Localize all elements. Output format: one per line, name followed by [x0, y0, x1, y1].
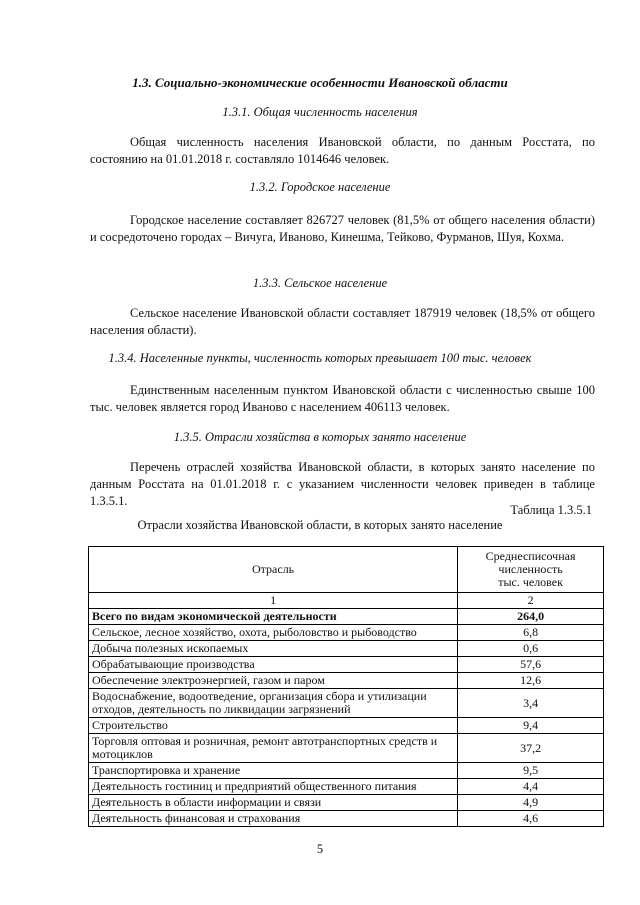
table-row	[89, 689, 604, 718]
industry-cell: Торговля оптовая и розничная, ремонт автотранспортных средств и мотоциклов	[89, 734, 458, 763]
value-cell: 4,6	[458, 811, 604, 827]
subsection-heading-1: 1.3.1. Общая численность населения	[222, 105, 418, 119]
column-header-industry: Отрасль	[89, 547, 458, 593]
industry-cell: Деятельность гостиниц и предприятий общественного питания	[89, 779, 458, 795]
column-header-headcount	[458, 547, 604, 593]
table-row	[89, 811, 604, 827]
industry-cell: Деятельность в области информации и связи	[89, 795, 458, 811]
industry-cell: Обрабатывающие производства	[89, 657, 458, 673]
table-row	[89, 641, 604, 657]
paragraph-2: Городское население составляет 826727 человек (81,5% от общего населения области) и сосредоточено городах – Вичуга, Иваново, Кинешма, Тейково, Фурманов, Шуя, Кохма.	[90, 213, 595, 244]
table-row	[89, 625, 604, 641]
table-header-row	[89, 547, 604, 593]
value-cell: 37,2	[458, 734, 604, 763]
table-row	[89, 609, 604, 625]
value-cell: 4,4	[458, 779, 604, 795]
industry-cell: Водоснабжение, водоотведение, организация сбора и утилизации отходов, деятельность по ликвидации загрязнений	[89, 689, 458, 718]
industries-table	[88, 546, 604, 827]
table-row	[89, 763, 604, 779]
value-cell: 57,6	[458, 657, 604, 673]
subsection-heading-5: 1.3.5. Отрасли хозяйства в которых занято население	[173, 430, 467, 444]
section-title: 1.3. Социально-экономические особенности Ивановской области	[132, 75, 508, 90]
industry-cell: Сельское, лесное хозяйство, охота, рыболовство и рыбоводство	[89, 625, 458, 641]
table-row	[89, 795, 604, 811]
paragraph-3: Сельское население Ивановской области составляет 187919 человек (18,5% от общего населения области).	[90, 306, 595, 337]
table-row	[89, 673, 604, 689]
industry-cell: Транспортировка и хранение	[89, 763, 458, 779]
column-number-row	[89, 593, 604, 609]
value-cell: 4,9	[458, 795, 604, 811]
industry-cell: Всего по видам экономической деятельности	[89, 609, 458, 625]
paragraph-1: Общая численность населения Ивановской области, по данным Росстата, по состоянию на 01.01.2018 г. составляло 1014646 человек.	[90, 135, 595, 166]
industry-cell: Строительство	[89, 718, 458, 734]
paragraph-4: Единственным населенным пунктом Ивановской области с численностью свыше 100 тыс. человек является город Иваново с населением 406113 человек.	[90, 383, 595, 414]
value-cell: 12,6	[458, 673, 604, 689]
subsection-heading-3: 1.3.3. Сельское население	[252, 276, 388, 290]
subsection-heading-2: 1.3.2. Городское население	[249, 180, 391, 194]
table-row	[89, 779, 604, 795]
subsection-heading-4: 1.3.4. Населенные пункты, численность которых превышает 100 тыс. человек	[108, 351, 532, 365]
paragraph-5: Перечень отраслей хозяйства Ивановской области, в которых занято население по данным Росстата на 01.01.2018 г. с указанием численности человек приведен в таблице 1.3.5.1.	[90, 460, 595, 508]
value-cell: 9,5	[458, 763, 604, 779]
value-cell: 264,0	[458, 609, 604, 625]
column-header-line: Среднесписочная	[485, 549, 576, 563]
value-cell: 9,4	[458, 718, 604, 734]
column-number: 2	[458, 593, 604, 609]
column-number: 1	[89, 593, 458, 609]
table-label: Таблица 1.3.5.1	[510, 503, 592, 517]
value-cell: 6,8	[458, 625, 604, 641]
value-cell: 0,6	[458, 641, 604, 657]
page-number: 5	[316, 842, 324, 856]
industry-cell: Деятельность финансовая и страхования	[89, 811, 458, 827]
table-row	[89, 718, 604, 734]
column-header-line: численность	[498, 562, 563, 576]
column-header-line: тыс. человек	[498, 575, 563, 589]
industry-cell: Обеспечение электроэнергией, газом и паром	[89, 673, 458, 689]
table-row	[89, 657, 604, 673]
industry-cell: Добыча полезных ископаемых	[89, 641, 458, 657]
value-cell: 3,4	[458, 689, 604, 718]
table-title: Отрасли хозяйства Ивановской области, в которых занято население	[137, 518, 503, 532]
table-row	[89, 734, 604, 763]
